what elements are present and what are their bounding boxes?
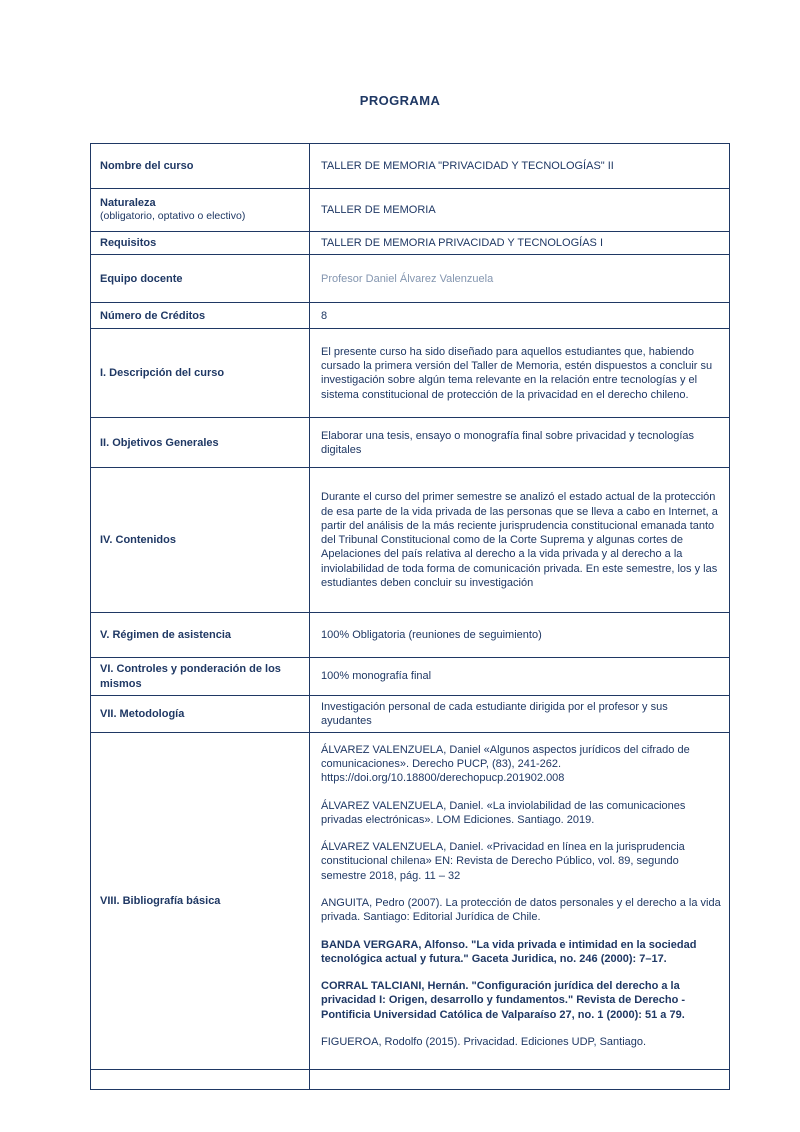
label-controles-ponderacion: VI. Controles y ponderación de los mismos	[91, 658, 310, 696]
value-naturaleza: TALLER DE MEMORIA	[310, 189, 730, 232]
bibliography-entry: ÁLVAREZ VALENZUELA, Daniel. «La inviolabilidad de las comunicaciones privadas electrónicas». LOM Ediciones. Santiago. 2019.	[321, 799, 686, 826]
bibliography-entry: FIGUEROA, Rodolfo (2015). Privacidad. Ediciones UDP, Santiago.	[321, 1036, 647, 1049]
row-controles-ponderacion	[91, 658, 730, 696]
row-metodologia	[91, 695, 730, 733]
value-contenidos: Durante el curso del primer semestre se analizó el estado actual de la protección de esa parte de la vida privada de las personas que se lleva a cabo en Internet, a partir del análisis de la más reciente jurisprudencia constitucional emanada tanto del Tribunal Constitucional como de la Corte Suprema y algunas cortes de Apelaciones del país relativa al derecho a la vida privada y al derecho a la inviolabilidad de toda forma de comunicación privada. En este semestre, los y las estudiantes deben concluir su investigación	[310, 468, 730, 613]
value-descripcion-curso: El presente curso ha sido diseñado para aquellos estudiantes que, habiendo cursado la primera versión del Taller de Memoria, estén dispuestos a concluir su investigación sobre algún tema relevante en la relación entre tecnologías y el sistema constitucional de protección de la privacidad en el derecho chileno.	[310, 329, 730, 418]
label-empty	[91, 1070, 310, 1090]
row-numero-creditos	[91, 303, 730, 329]
value-controles-ponderacion: 100% monografía final	[310, 658, 730, 696]
value-regimen-asistencia: 100% Obligatoria (reuniones de seguimiento)	[310, 613, 730, 658]
value-numero-creditos: 8	[310, 303, 730, 329]
bibliography-entry: ANGUITA, Pedro (2007). La protección de datos personales y el derecho a la vida privada. Santiago: Editorial Jurídica de Chile.	[321, 896, 721, 924]
bibliography-entry: BANDA VERGARA, Alfonso. "La vida privada e intimidad en la sociedad tecnológica actual y futura." Gaceta Juridica, no. 246 (2000): 7–17.	[321, 938, 697, 965]
label-objetivos-generales: II. Objetivos Generales	[91, 418, 310, 468]
program-table	[90, 143, 730, 1090]
label-naturaleza-sub: (obligatorio, optativo o electivo)	[100, 210, 246, 223]
row-objetivos-generales	[91, 418, 730, 468]
row-empty	[91, 1070, 730, 1090]
label-numero-creditos: Número de Créditos	[91, 303, 310, 329]
label-nombre-del-curso: Nombre del curso	[91, 144, 310, 189]
row-equipo-docente	[91, 255, 730, 303]
label-naturaleza	[91, 189, 310, 232]
label-descripcion-curso: I. Descripción del curso	[91, 329, 310, 418]
label-requisitos: Requisitos	[91, 232, 310, 255]
value-empty	[310, 1070, 730, 1090]
value-metodologia: Investigación personal de cada estudiante dirigida por el profesor y sus ayudantes	[310, 695, 730, 733]
row-regimen-asistencia	[91, 613, 730, 658]
bibliography-entry: ÁLVAREZ VALENZUELA, Daniel «Algunos aspectos jurídicos del cifrado de comunicaciones». Derecho PUCP, (83), 241-262. https://doi.org/10.18800/derechopucp.201902.008	[321, 743, 690, 785]
value-nombre-del-curso: TALLER DE MEMORIA "PRIVACIDAD Y TECNOLOGÍAS" II	[310, 144, 730, 189]
label-bibliografia-basica: VIII. Bibliografía básica	[91, 733, 310, 1070]
label-metodologia: VII. Metodología	[91, 695, 310, 733]
label-naturaleza-main: Naturaleza	[100, 197, 156, 210]
row-naturaleza	[91, 189, 730, 232]
value-bibliografia-basica	[310, 733, 730, 1070]
row-descripcion-curso	[91, 329, 730, 418]
value-requisitos: TALLER DE MEMORIA PRIVACIDAD Y TECNOLOGÍAS I	[310, 232, 730, 255]
row-nombre-del-curso	[91, 144, 730, 189]
page-title: PROGRAMA	[359, 93, 441, 108]
label-regimen-asistencia: V. Régimen de asistencia	[91, 613, 310, 658]
row-requisitos	[91, 232, 730, 255]
row-contenidos	[91, 468, 730, 613]
row-bibliografia-basica	[91, 733, 730, 1070]
value-objetivos-generales: Elaborar una tesis, ensayo o monografía final sobre privacidad y tecnologías digitales	[310, 418, 730, 468]
label-contenidos: IV. Contenidos	[91, 468, 310, 613]
bibliography-entry: CORRAL TALCIANI, Hernán. "Configuración jurídica del derecho a la privacidad I: Origen, desarrollo y fundamentos." Revista de Derecho - Pontificia Universidad Católica de Valparaíso 27, no. 1 (2000): 51 a 79.	[321, 980, 686, 1021]
value-equipo-docente: Profesor Daniel Álvarez Valenzuela	[310, 255, 730, 303]
bibliography-entry: ÁLVAREZ VALENZUELA, Daniel. «Privacidad en línea en la jurisprudencia constitucional chilena» EN: Revista de Derecho Público, vol. 89, segundo semestre 2018, pág. 11 – 32	[321, 841, 685, 882]
label-equipo-docente: Equipo docente	[91, 255, 310, 303]
